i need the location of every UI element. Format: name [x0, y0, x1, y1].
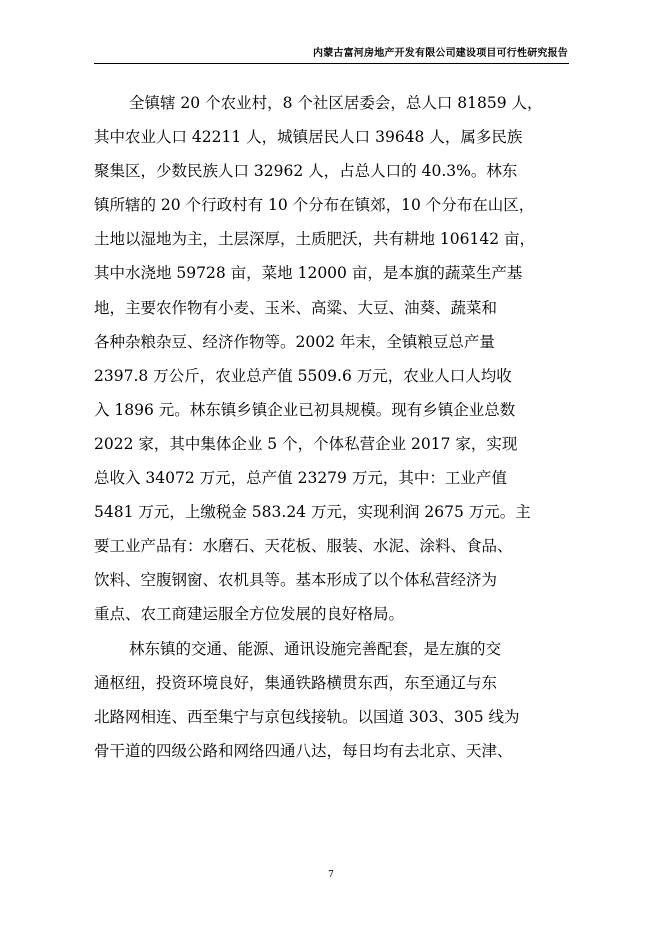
- paragraph-line: 饮料、空腹钢窗、农机具等。基本形成了以个体私营经济为: [94, 571, 498, 590]
- paragraph-line: 地，主要农作物有小麦、玉米、高粱、大豆、油葵、蔬菜和: [94, 298, 498, 317]
- paragraph-line: 骨干道的四级公路和网络四通八达，每日均有去北京、天津、: [94, 741, 513, 760]
- paragraph-line: 镇所辖的 20 个行政村有 10 个分布在镇郊，10 个分布在山区，: [94, 196, 535, 215]
- paragraph-line: 各种杂粮杂豆、经济作物等。2002 年末，全镇粮豆总产量: [94, 332, 495, 351]
- paragraph-line: 重点、农工商建运服全方位发展的良好格局。: [94, 605, 405, 624]
- paragraph-line: 5481 万元，上缴税金 583.24 万元，实现利润 2675 万元。主: [94, 503, 531, 522]
- paragraph-line: 北路网相连、西至集宁与京包线接轨。以国道 303、305 线为: [94, 707, 520, 726]
- paragraph-line: 土地以湿地为主，土层深厚，土质肥沃，共有耕地 106142 亩，: [94, 230, 536, 249]
- header-divider: [94, 63, 569, 64]
- paragraph-line: 林东镇的交通、能源、通讯设施完善配套，是左旗的交: [129, 639, 502, 658]
- paragraph-line: 要工业产品有：水磨石、天花板、服装、水泥、涂料、食品、: [94, 537, 513, 556]
- paragraph-line: 2022 家，其中集体企业 5 个，个体私营企业 2017 家，实现: [94, 434, 518, 453]
- paragraph-line: 聚集区，少数民族人口 32962 人，占总人口的 40.3%。林东: [94, 162, 518, 181]
- body-text: [94, 92, 570, 774]
- running-header: 内蒙古富河房地产开发有限公司建设项目可行性研究报告: [313, 48, 568, 59]
- paragraph-line: 2397.8 万公斤，农业总产值 5509.6 万元，农业人口人均收: [94, 366, 512, 385]
- paragraph-line: 入 1896 元。林东镇乡镇企业已初具规模。现有乡镇企业总数: [94, 400, 516, 419]
- page-number: 7: [328, 870, 334, 880]
- paragraph-line: 通枢纽，投资环境良好，集通铁路横贯东西，东至通辽与东: [94, 673, 498, 692]
- paragraph-line: 其中水浇地 59728 亩，菜地 12000 亩，是本旗的蔬菜生产基: [94, 264, 523, 283]
- paragraph-line: 总收入 34072 万元，总产值 23279 万元，其中：工业产值: [94, 469, 507, 488]
- paragraph-line: 其中农业人口 42211 人，城镇居民人口 39648 人，属多民族: [94, 128, 523, 147]
- paragraph-line: 全镇辖 20 个农业村，8 个社区居委会，总人口 81859 人，: [129, 94, 543, 112]
